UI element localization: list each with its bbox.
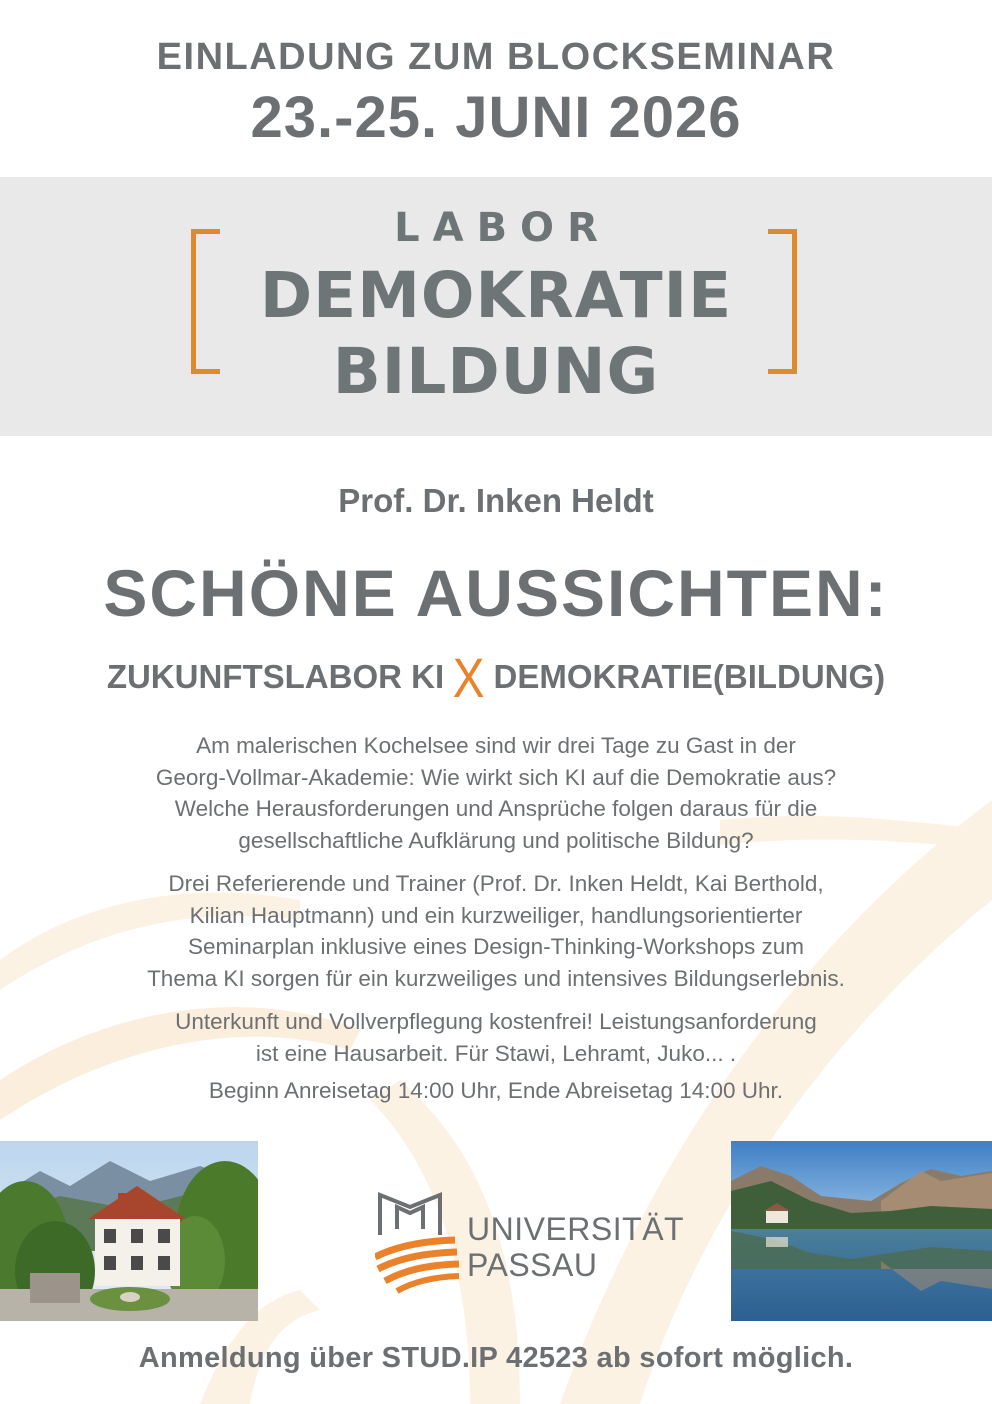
seminar-date: 23.-25. JUNI 2026: [250, 85, 742, 150]
subtitle-left: ZUKUNFTSLABOR KI: [106, 658, 445, 695]
text-line: Kilian Hauptmann) und ein kurzweiliger, handlungsorientierter: [189, 902, 803, 928]
university-name-line1: UNIVERSITÄT: [467, 1211, 685, 1247]
text-line: Drei Referierende und Trainer (Prof. Dr. Inken Heldt, Kai Berthold,: [168, 871, 824, 896]
text-line: Thema KI sorgen für ein kurzweiliges und intensives Bildungserlebnis.: [147, 965, 845, 991]
invitation-heading: EINLADUNG ZUM BLOCKSEMINAR: [156, 36, 836, 78]
paragraph-accommodation: [30, 1006, 962, 1069]
seminar-subtitle: [0, 645, 992, 710]
subtitle-right: DEMOKRATIE(BILDUNG): [493, 658, 886, 695]
text-line: Georg-Vollmar-Akademie: Wie wirkt sich KI auf die Demokratie aus?: [155, 764, 837, 790]
text-line: Beginn Anreisetag 14:00 Uhr, Ende Abreisetag 14:00 Uhr.: [208, 1078, 784, 1103]
seminar-title: SCHÖNE AUSSICHTEN:: [103, 556, 889, 630]
text-line: gesellschaftliche Aufklärung und politische Bildung?: [238, 827, 754, 853]
logo-line-labor: LABOR: [394, 205, 611, 251]
academy-building-photo: [0, 1141, 258, 1321]
text-line: Unterkunft und Vollverpflegung kostenfrei! Leistungsanforderung: [175, 1009, 817, 1034]
registration-note: Anmeldung über STUD.IP 42523 ab sofort möglich.: [138, 1342, 854, 1374]
logo-line-bildung: BILDUNG: [332, 335, 660, 408]
text-line: Welche Herausforderungen und Ansprüche folgen daraus für die: [174, 796, 818, 821]
subtitle-x: X: [452, 646, 485, 709]
paragraph-times: [30, 1075, 962, 1107]
paragraph-intro: [30, 730, 962, 856]
text-line: Am malerischen Kochelsee sind wir drei Tage zu Gast in der: [196, 733, 796, 758]
lake-photo: [731, 1141, 992, 1321]
paragraph-trainers: [30, 868, 962, 994]
text-line: ist eine Hausarbeit. Für Stawi, Lehramt, Juko... .: [255, 1040, 737, 1066]
university-name-line2: PASSAU: [467, 1247, 598, 1283]
author-name: Prof. Dr. Inken Heldt: [338, 482, 654, 519]
logo-banner: [0, 177, 992, 436]
logo-line-demokratie: DEMOKRATIE: [259, 259, 733, 332]
text-line: Seminarplan inklusive eines Design-Thinking-Workshops zum: [187, 934, 805, 959]
